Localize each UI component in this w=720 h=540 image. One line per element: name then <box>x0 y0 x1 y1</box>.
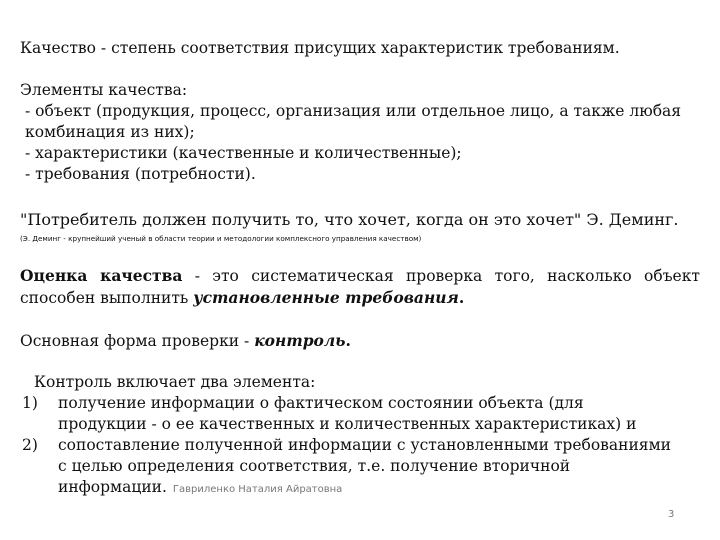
elements-item-object: - объект (продукция, процесс, организация или отдельное лицо, а также любая комбинация из них); <box>25 102 682 141</box>
control-form-text: Основная форма проверки - <box>20 332 255 350</box>
elements-item-characteristics: - характеристики (качественные и количественные); <box>25 144 462 162</box>
assessment-end: . <box>458 288 465 307</box>
quality-definition <box>20 38 700 59</box>
quality-elements <box>20 80 700 185</box>
control-item-2 <box>22 435 674 500</box>
control-item-text: сопоставление полученной информации с установленными требованиями с целью определения соответствия, т.е. получение вторичной информации. <box>58 436 671 496</box>
assessment-term: Оценка качества <box>20 266 183 285</box>
deming-quote: "Потребитель должен получить то, что хочет, когда он это хочет" Э. Деминг. <box>20 210 679 229</box>
assessment-body: - это систематическая проверка того, насколько объект способен выполнить <box>20 267 700 307</box>
control-item-number: 2) <box>22 436 38 454</box>
assessment-paragraph <box>20 265 700 309</box>
page-number: 3 <box>668 509 675 520</box>
control-form-end: . <box>345 331 351 350</box>
control-list <box>22 393 674 500</box>
control-form <box>20 330 700 352</box>
control-intro: Контроль включает два элемента: <box>34 373 316 391</box>
deming-quote-block <box>20 209 700 243</box>
control-item-number: 1) <box>22 394 38 412</box>
definition-text: Качество - степень соответствия присущих характеристик требованиям. <box>20 39 620 57</box>
elements-heading: Элементы качества: <box>20 81 188 99</box>
control-form-emphasis: контроль <box>254 331 346 350</box>
quality-assessment <box>20 265 700 309</box>
control-form-paragraph <box>20 330 700 352</box>
deming-note: (Э. Деминг - крупнейший ученый в области теории и методологии комплексного управления качеством) <box>20 234 422 243</box>
assessment-emphasis: установленные требования <box>193 288 459 307</box>
footer-author: Гавриленко Наталия Айратовна <box>172 484 343 495</box>
control-elements <box>22 372 674 500</box>
control-item-1 <box>22 393 674 435</box>
elements-item-requirements: - требования (потребности). <box>25 165 256 183</box>
control-item-text: получение информации о фактическом состоянии объекта (для продукции - о ее качественных и количественных характеристиках) и <box>58 394 637 433</box>
